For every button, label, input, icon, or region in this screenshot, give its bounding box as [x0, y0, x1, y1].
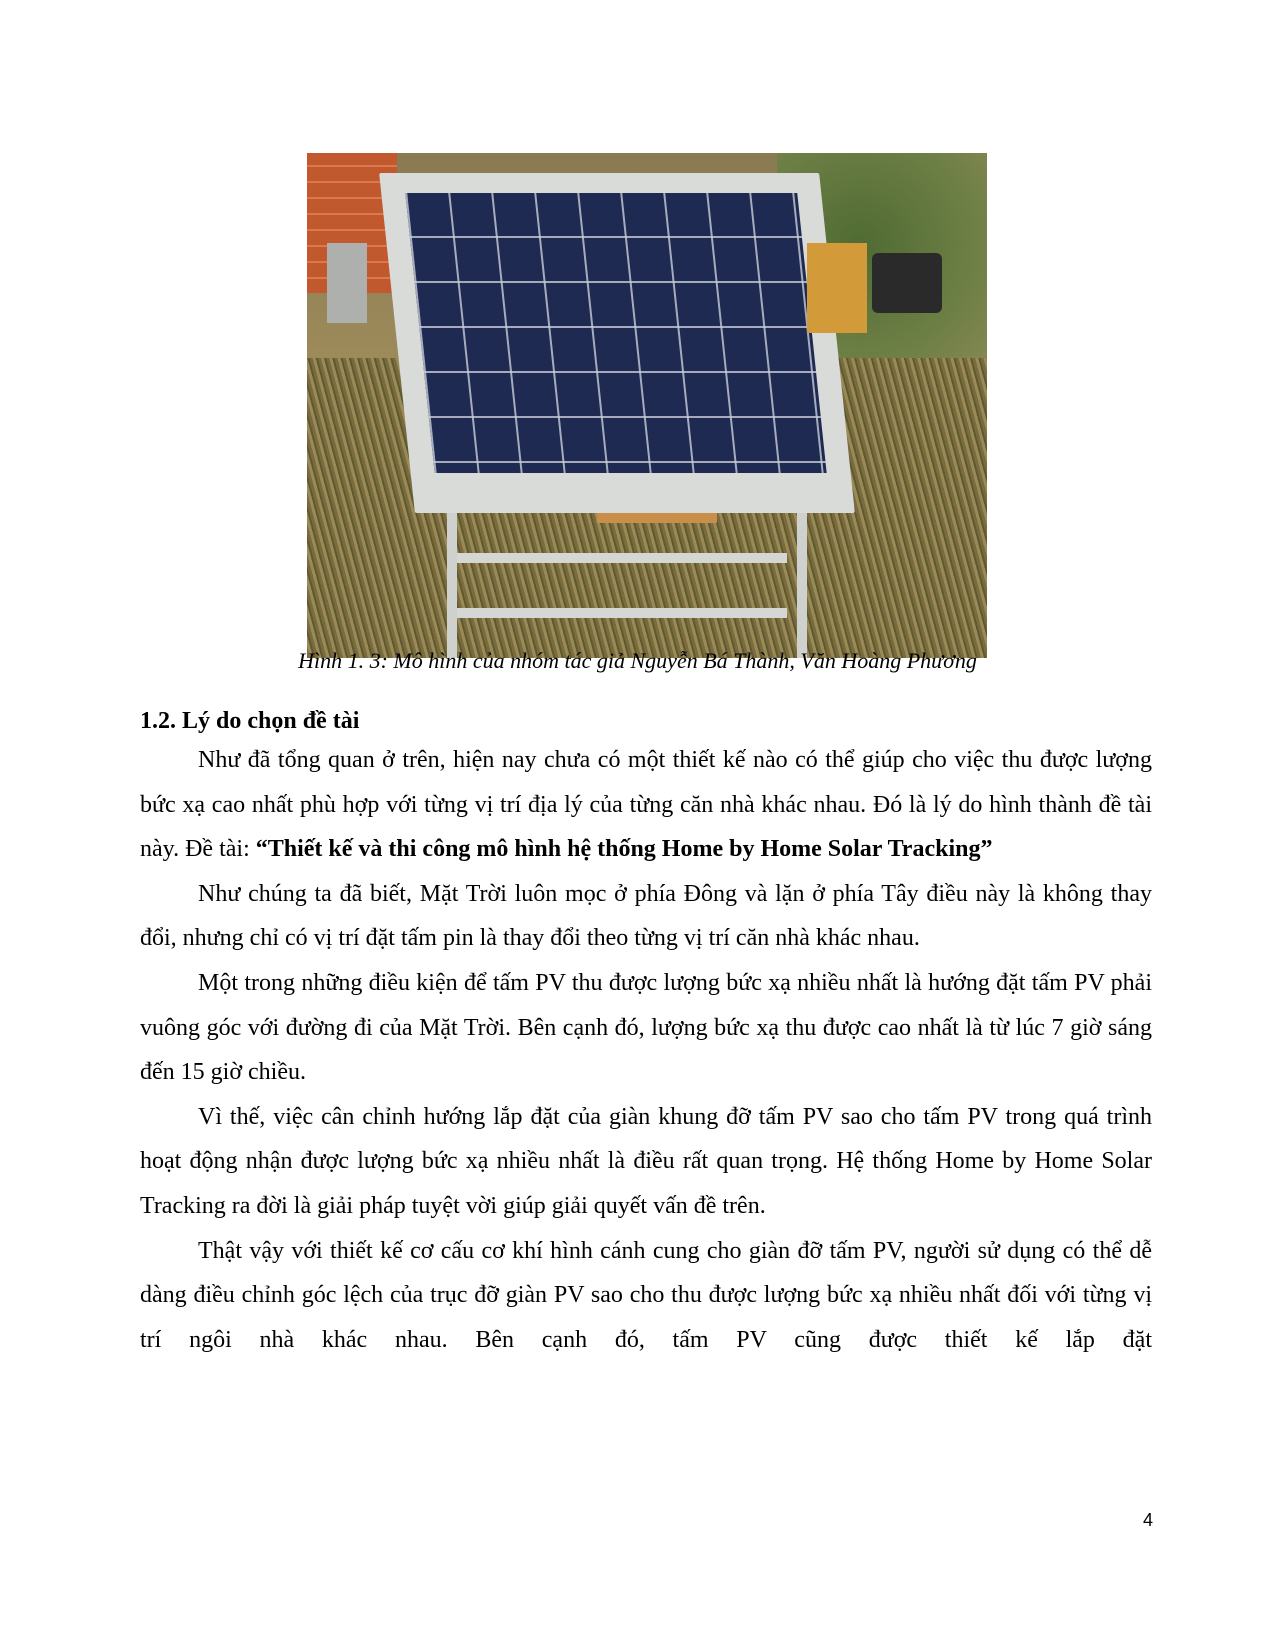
- page-number: 4: [1143, 1510, 1154, 1530]
- left-mount: [327, 243, 367, 323]
- stand-bar: [457, 608, 787, 618]
- section-body: [140, 738, 1152, 1362]
- paragraph: Thật vậy với thiết kế cơ cấu cơ khí hình cánh cung cho giàn đỡ tấm PV, người sử dụng có thể dễ dàng điều chỉnh góc lệch của trục đỡ giàn PV sao cho thu được lượng bức xạ nhiều nhất đối với từng vị trí ngôi nhà khác nhau. Bên cạnh đó, tấm PV cũng được thiết kế lắp đặt: [140, 1237, 1152, 1353]
- paragraph-text: Như đã tổng quan ở trên, hiện nay chưa có một thiết kế nào có thể giúp cho việc thu được lượng bức xạ cao nhất phù hợp với từng vị trí địa lý của từng căn nhà khác nhau. Đó là lý do hình thành đề tài này. Đề tài:: [140, 747, 1152, 863]
- stepper-motor: [872, 253, 942, 313]
- paragraph: [140, 738, 1152, 872]
- paragraph: Vì thế, việc cân chỉnh hướng lắp đặt của giàn khung đỡ tấm PV sao cho tấm PV trong quá trình hoạt động nhận được lượng bức xạ nhiều nhất là điều rất quan trọng. Hệ thống Home by Home Solar Tracking ra đời là giải pháp tuyệt vời giúp giải quyết vấn đề trên.: [140, 1103, 1152, 1219]
- figure-caption: Hình 1. 3: Mô hình của nhóm tác giả Nguyễn Bá Thành, Văn Hoàng Phương: [298, 648, 977, 673]
- solar-panel: [379, 173, 855, 513]
- solar-tracker-photo: [307, 153, 987, 658]
- project-title: “Thiết kế và thi công mô hình hệ thống Home by Home Solar Tracking”: [255, 836, 993, 863]
- stand-bar: [457, 553, 787, 563]
- paragraph: Như chúng ta đã biết, Mặt Trời luôn mọc ở phía Đông và lặn ở phía Tây điều này là không thay đổi, nhưng chỉ có vị trí đặt tấm pin là thay đổi theo từng vị trí căn nhà khác nhau.: [140, 880, 1152, 952]
- solar-cells: [405, 193, 826, 473]
- section-heading: 1.2. Lý do chọn đề tài: [140, 708, 360, 734]
- light-sensor-bracket: [807, 243, 867, 333]
- paragraph: Một trong những điều kiện để tấm PV thu được lượng bức xạ nhiều nhất là hướng đặt tấm PV phải vuông góc với đường đi của Mặt Trời. Bên cạnh đó, lượng bức xạ thu được cao nhất là từ lúc 7 giờ sáng đến 15 giờ chiều.: [140, 969, 1152, 1086]
